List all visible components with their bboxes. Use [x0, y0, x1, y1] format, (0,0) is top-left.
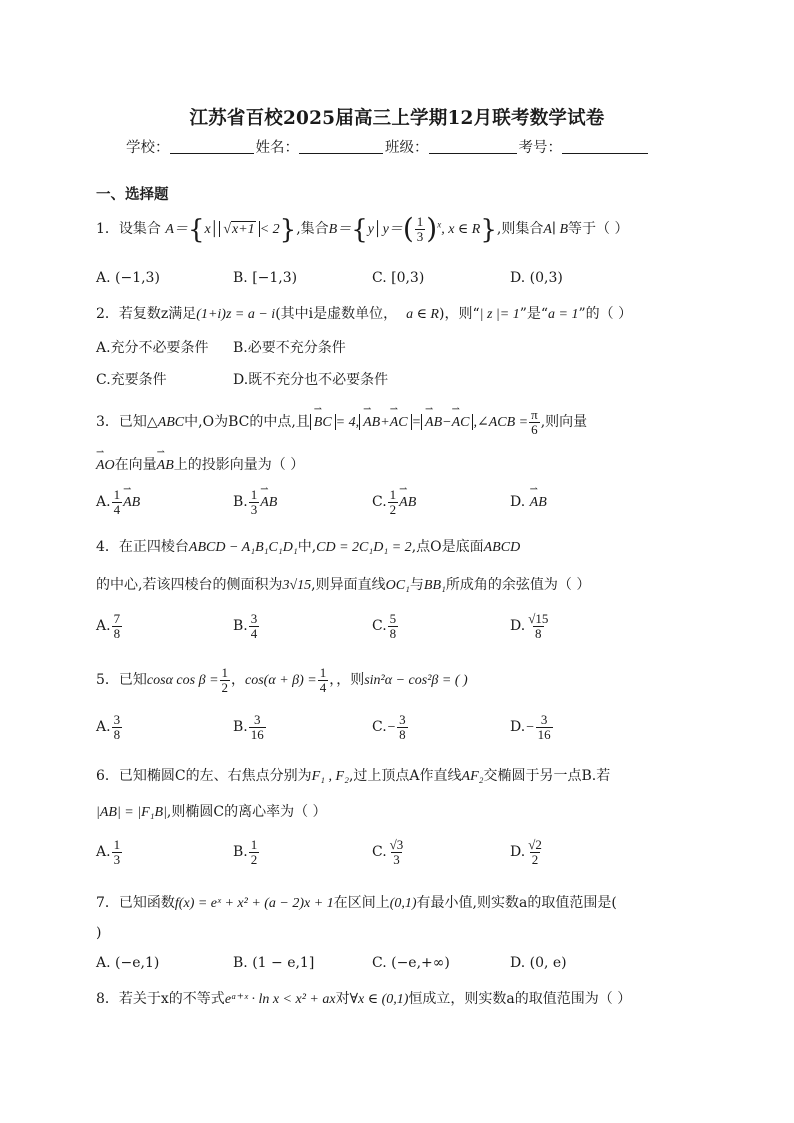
question-2: 2．若复数z满足(1+i)z = a − i(其中i是虚数单位， a ∈ R)，则“| z |= 1”是“a = 1”的（ ） [96, 306, 633, 322]
q2-option-a[interactable]: A.充分不必要条件 [96, 340, 209, 356]
question-1: 1．设集合 A＝{x│ √x+1 < 2},集合B＝{y│y＝( $\frac{1}{3}$ )$^x$, x ∈ R},则集合A∣ B等于（ ） [96, 212, 629, 245]
q5-option-a[interactable]: A. $\frac{3}{8}$ [96, 712, 121, 742]
q3-option-a[interactable]: A. $\frac{1}{4}$ ⇀ AB [96, 488, 140, 516]
q1-option-c[interactable]: C. [0,3) [372, 270, 425, 286]
q5-option-c[interactable]: C.− $\frac{3}{8}$ [372, 712, 406, 742]
question-6: 6．已知椭圆C的左、右焦点分别为F₁ , F₂,过上顶点A作直线AF₂交椭圆于另一点B.若 [96, 768, 611, 784]
question-8: 8．若关于x的不等式eᵃ⁺ˣ · ln x < x² + ax对∀x ∈ (0,1)恒成立，则实数a的取值范围为（ ） [96, 991, 632, 1007]
q1-option-d[interactable]: D. (0,3) [510, 270, 563, 286]
q6-option-a[interactable]: A. $\frac{1}{3}$ [96, 837, 121, 867]
student-info-row [126, 136, 686, 157]
number-label: 考号： [518, 140, 562, 156]
q2-option-c[interactable]: C.充要条件 [96, 372, 167, 388]
q2-option-d[interactable]: D.既不充分也不必要条件 [233, 372, 389, 388]
section-heading: 一、选择题 [96, 186, 169, 203]
q7-option-c[interactable]: C. (−e,+∞) [372, 955, 450, 971]
question-3-line-2: ⇀ AO在向量⇀ AB上的投影向量为（ ） [96, 454, 716, 474]
class-label: 班级： [385, 140, 429, 156]
q6-option-d[interactable]: D. $\frac{√2}{2}$ [510, 837, 542, 867]
number-field[interactable] [562, 139, 648, 154]
q5-option-d[interactable]: D.− $\frac{3}{16}$ [510, 712, 551, 742]
question-5: 5．已知cosα cos β = $\frac{1}{2}$ ，cos(α + β) = $\frac{1}{4}$ ，，则sin²α − cos²β = ( ) [96, 665, 468, 695]
q6-option-c[interactable]: C. $\frac{√3}{3}$ [372, 837, 404, 867]
school-label: 学校： [126, 140, 170, 156]
q1-option-b[interactable]: B. [−1,3) [233, 270, 298, 286]
q4-option-b[interactable]: B. $\frac{3}{4}$ [233, 611, 258, 641]
name-field[interactable] [299, 139, 383, 154]
question-6-line-2: |AB| = |F₁B|,则椭圆C的离心率为（ ） [96, 804, 327, 820]
q3-option-c[interactable]: C. $\frac{1}{2}$ ⇀ AB [372, 488, 416, 516]
question-3: 3．已知△ABC中,O为BC的中点,且⇀ BC = 4,⇀ AB+⇀ AC =⇀ AB−⇀ AC ,∠ACB = $\frac{\pi}{6}$ ,则向量 [96, 408, 716, 436]
question-7: 7．已知函数f(x) = eˣ + x² + (a − 2)x + 1在区间上(0,1)有最小值,则实数a的取值范围是( [96, 895, 617, 911]
question-4-line-2: 的中心,若该四棱台的侧面积为3√15,则异面直线OC₁与BB₁所成角的余弦值为（ ） [96, 577, 591, 593]
q4-option-d[interactable]: D. $\frac{√15}{8}$ [510, 611, 549, 641]
q3-option-d[interactable]: D. ⇀ AB [510, 494, 547, 511]
school-field[interactable] [170, 139, 254, 154]
q3-option-b[interactable]: B. $\frac{1}{3}$ ⇀ AB [233, 488, 277, 516]
q5-option-b[interactable]: B. $\frac{3}{16}$ [233, 712, 264, 742]
q7-option-d[interactable]: D. (0, e) [510, 955, 567, 971]
page-title: 江苏省百校2025届高三上学期12月联考数学试卷 [189, 108, 605, 129]
name-label: 姓名： [255, 140, 299, 156]
question-7-line-2: ) [96, 925, 102, 941]
q2-option-b[interactable]: B.必要不充分条件 [233, 340, 346, 356]
q7-option-b[interactable]: B. (1 − e,1] [233, 955, 315, 971]
class-field[interactable] [429, 139, 517, 154]
question-4: 4．在正四棱台ABCD − A₁B₁C₁D₁中,CD = 2C₁D₁ = 2,点O是底面ABCD [96, 539, 521, 555]
q4-option-c[interactable]: C. $\frac{5}{8}$ [372, 611, 397, 641]
q4-option-a[interactable]: A. $\frac{7}{8}$ [96, 611, 121, 641]
q7-option-a[interactable]: A. (−e,1) [96, 955, 160, 971]
q6-option-b[interactable]: B. $\frac{1}{2}$ [233, 837, 258, 867]
q1-option-a[interactable]: A. (−1,3) [96, 270, 160, 286]
